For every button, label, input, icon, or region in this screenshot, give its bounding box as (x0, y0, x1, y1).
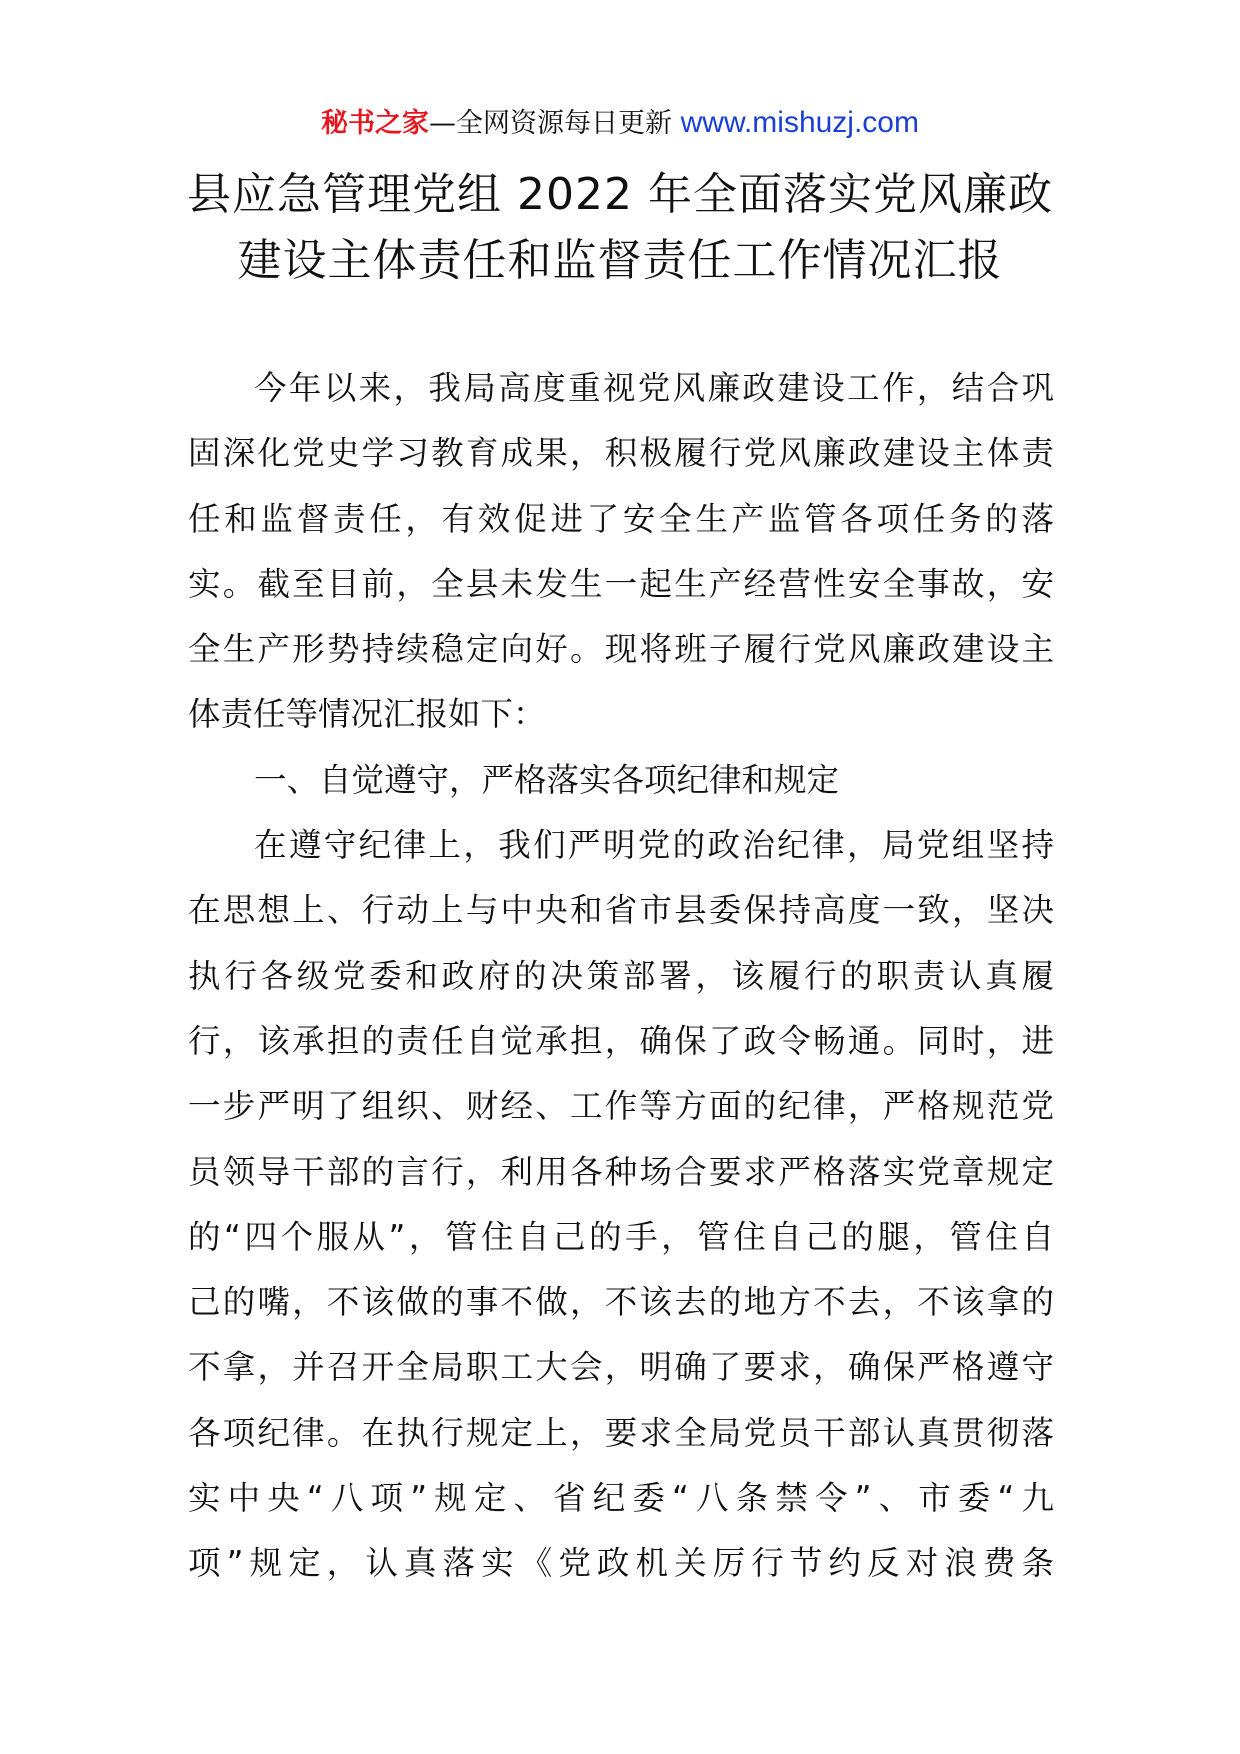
document-title (160, 162, 1080, 294)
body-line-6: 体责任等情况汇报如下： (188, 695, 546, 734)
body-line-13: 员领导干部的言行，利用各种场合要求严格落实党章规定 (188, 1152, 1054, 1191)
site-url-link[interactable]: www.mishuzj.com (680, 106, 919, 139)
body-line-10: 执行各级党委和政府的决策部署，该履行的职责认真履 (188, 956, 1054, 995)
body-line-12: 一步严明了组织、财经、工作等方面的纪律，严格规范党 (188, 1087, 1054, 1126)
body-line-5: 全生产形势持续稳定向好。现将班子履行党风廉政建设主 (188, 630, 1054, 669)
body-line-19: 项”规定，认真落实《党政机关厉行节约反对浪费条 (188, 1544, 1054, 1583)
body-line-16: 不拿，并召开全局职工大会，明确了要求，确保严格遵守 (188, 1348, 1054, 1387)
section-heading-1: 一、自觉遵守，严格落实各项纪律和规定 (254, 760, 840, 799)
document-title-line-2: 建设主体责任和监督责任工作情况汇报 (237, 235, 1003, 286)
body-line-18: 实中央“八项”规定、省纪委“八条禁令”、市委“九 (188, 1479, 1054, 1518)
site-header (0, 103, 1240, 144)
body-line-9: 在思想上、行动上与中央和省市县委保持高度一致，坚决 (188, 891, 1054, 930)
document-title-line-1: 县应急管理党组 2022 年全面落实党风廉政 (187, 169, 1053, 220)
body-line-11: 行，该承担的责任自觉承担，确保了政令畅通。同时，进 (188, 1021, 1054, 1060)
body-line-14: 的“四个服从”，管住自己的手，管住自己的腿，管住自 (188, 1217, 1054, 1256)
body-line-4: 实。截至目前，全县未发生一起生产经营性安全事故，安 (188, 564, 1054, 603)
brand-name: 秘书之家 (321, 108, 430, 139)
body-line-3: 任和监督责任，有效促进了安全生产监管各项任务的落 (188, 499, 1054, 538)
document-body (188, 356, 1054, 1597)
header-tagline: —全网资源每日更新 (429, 108, 681, 139)
body-line-17: 各项纪律。在执行规定上，要求全局党员干部认真贯彻落 (188, 1413, 1054, 1452)
body-line-15: 己的嘴，不该做的事不做，不该去的地方不去，不该拿的 (188, 1283, 1054, 1322)
body-line-1: 今年以来，我局高度重视党风廉政建设工作，结合巩 (254, 369, 1054, 407)
body-line-2: 固深化党史学习教育成果，积极履行党风廉政建设主体责 (188, 434, 1054, 473)
body-line-8: 在遵守纪律上，我们严明党的政治纪律，局党组坚持 (254, 826, 1054, 865)
